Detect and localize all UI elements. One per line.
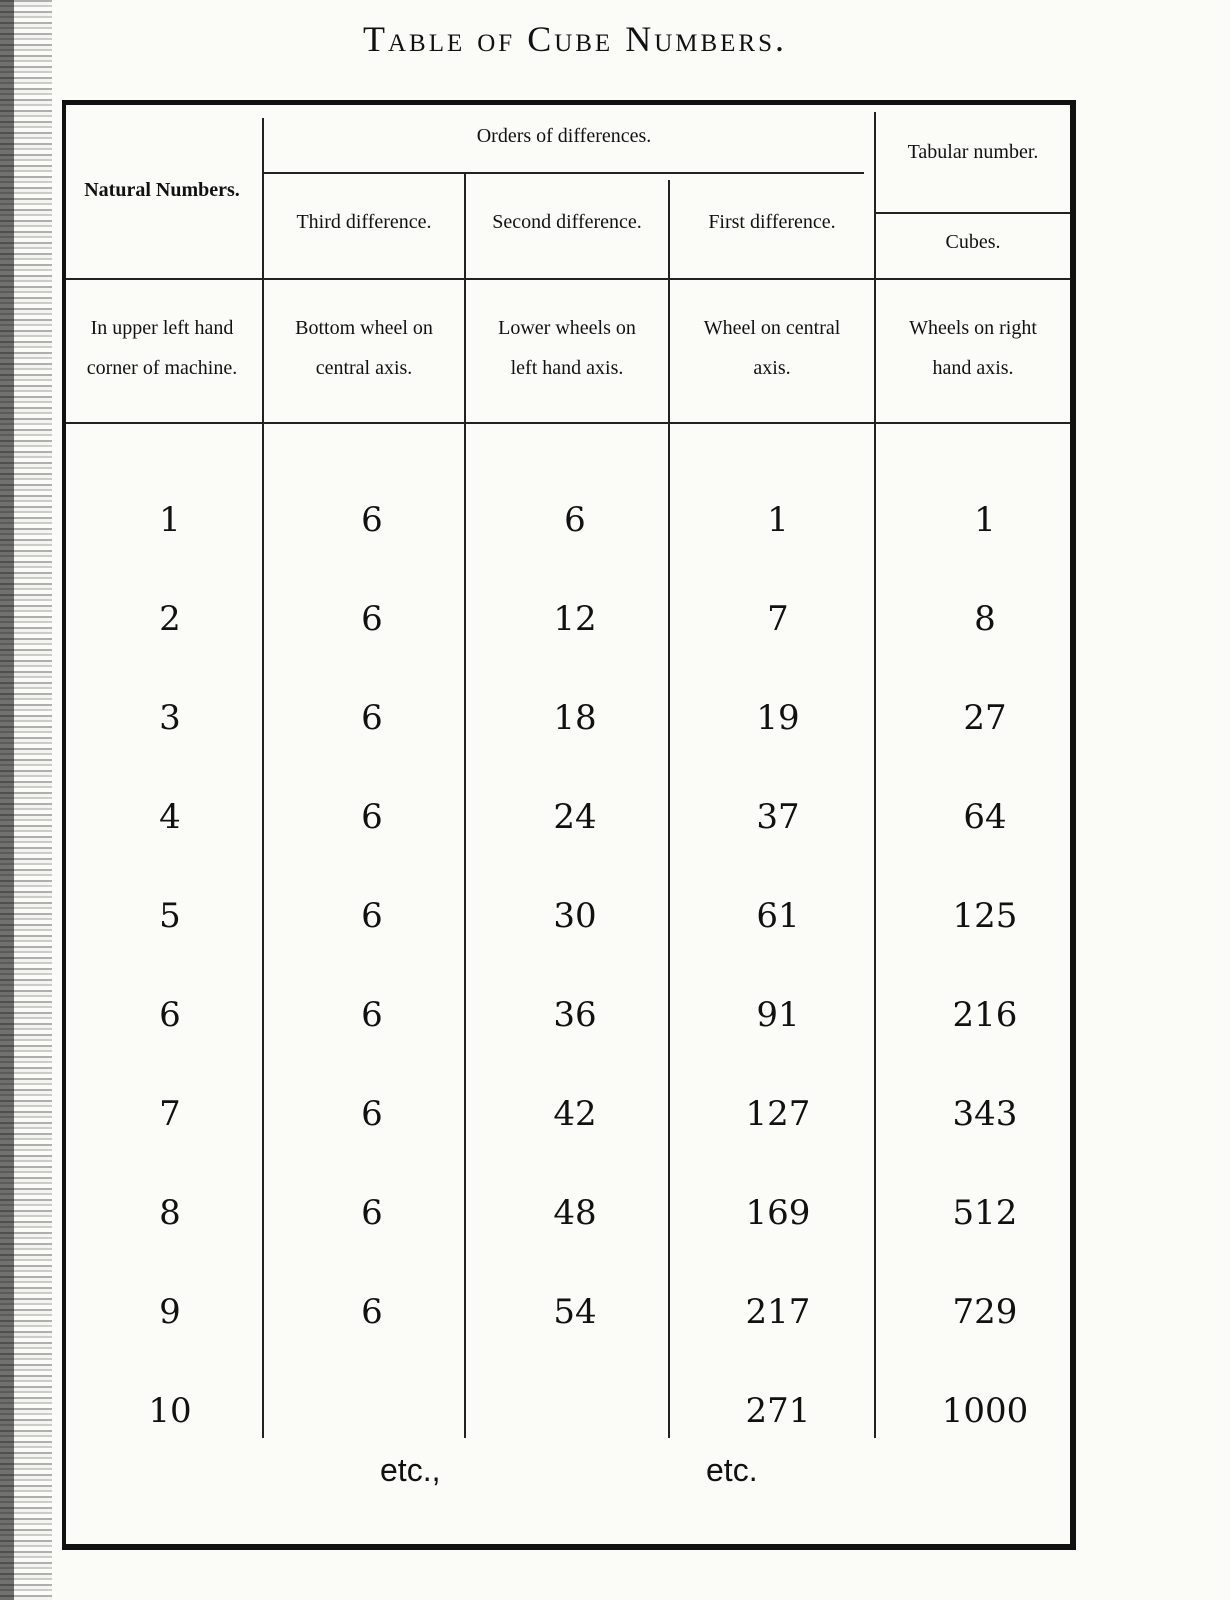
cell-natural: 10	[148, 1391, 192, 1431]
description-rule	[66, 422, 1070, 424]
cell-natural: 4	[159, 797, 181, 837]
desc-natural-1: In upper left hand	[90, 317, 234, 339]
cell-first-difference: 61	[756, 896, 800, 936]
scan-edge-dark	[0, 0, 14, 1600]
cell-third-difference: 6	[361, 995, 383, 1035]
header-third-difference: Third difference.	[296, 211, 432, 233]
cell-first-difference: 169	[745, 1193, 811, 1233]
cell-cube: 27	[963, 698, 1007, 738]
desc-third-1: Bottom wheel on	[295, 317, 433, 339]
desc-cubes-2: hand axis.	[932, 357, 1014, 379]
cell-third-difference: 6	[361, 797, 383, 837]
cell-first-difference: 1	[767, 500, 789, 540]
cell-first-difference: 271	[745, 1391, 811, 1431]
cell-third-difference: 6	[361, 1193, 383, 1233]
cell-natural: 8	[159, 1193, 181, 1233]
desc-third-2: central axis.	[315, 357, 413, 379]
cell-natural: 3	[159, 698, 181, 738]
cell-first-difference: 37	[756, 797, 800, 837]
cell-cube: 512	[952, 1193, 1018, 1233]
cell-first-difference: 217	[745, 1292, 811, 1332]
cell-cube: 8	[974, 599, 996, 639]
desc-cubes-1: Wheels on right	[909, 317, 1037, 339]
header-second-difference: Second difference.	[492, 211, 642, 233]
cell-cube: 216	[952, 995, 1018, 1035]
cell-natural: 2	[159, 599, 181, 639]
header-cubes: Cubes.	[945, 231, 1001, 253]
cell-cube: 729	[952, 1292, 1018, 1332]
page-title: Table of Cube Numbers.	[362, 19, 788, 59]
cell-second-difference: 36	[553, 995, 597, 1035]
cell-second-difference: 30	[553, 896, 597, 936]
orders-underline	[264, 172, 864, 174]
header-tabular-number: Tabular number.	[907, 141, 1039, 163]
cell-second-difference: 18	[553, 698, 597, 738]
cell-first-difference: 7	[767, 599, 789, 639]
cell-second-difference: 24	[553, 797, 597, 837]
cell-third-difference: 6	[361, 500, 383, 540]
cell-second-difference: 48	[553, 1193, 597, 1233]
cell-cube: 343	[952, 1094, 1018, 1134]
cell-natural: 5	[159, 896, 181, 936]
cell-natural: 6	[159, 995, 181, 1035]
cell-natural: 9	[159, 1292, 181, 1332]
cell-third-difference: 6	[361, 896, 383, 936]
cell-cube: 1000	[941, 1391, 1029, 1431]
desc-first-1: Wheel on central	[703, 317, 841, 339]
desc-second-2: left hand axis.	[510, 357, 624, 379]
cell-first-difference: 19	[756, 698, 800, 738]
desc-natural-2: corner of machine.	[86, 357, 238, 379]
cell-cube: 1	[974, 500, 996, 540]
cell-second-difference: 42	[553, 1094, 597, 1134]
header-rule	[66, 278, 1070, 280]
desc-first-2: axis.	[753, 357, 791, 379]
etc-left: etc.,	[380, 1452, 441, 1488]
cell-second-difference: 54	[553, 1292, 597, 1332]
header-natural-numbers: Natural Numbers.	[84, 179, 240, 201]
header-first-difference: First difference.	[708, 211, 836, 233]
cell-cube: 64	[963, 797, 1007, 837]
cell-second-difference: 6	[564, 500, 586, 540]
cell-first-difference: 91	[756, 995, 800, 1035]
cell-natural: 7	[159, 1094, 181, 1134]
cell-third-difference: 6	[361, 1094, 383, 1134]
cell-natural: 1	[159, 500, 181, 540]
cell-third-difference: 6	[361, 698, 383, 738]
header-orders-of-differences: Orders of differences.	[476, 125, 652, 147]
cell-cube: 125	[952, 896, 1018, 936]
cell-first-difference: 127	[745, 1094, 811, 1134]
etc-right: etc.	[706, 1452, 758, 1488]
cell-third-difference: 6	[361, 599, 383, 639]
tabular-underline	[876, 212, 1070, 214]
desc-second-1: Lower wheels on	[498, 317, 636, 339]
cell-third-difference: 6	[361, 1292, 383, 1332]
cell-second-difference: 12	[553, 599, 597, 639]
